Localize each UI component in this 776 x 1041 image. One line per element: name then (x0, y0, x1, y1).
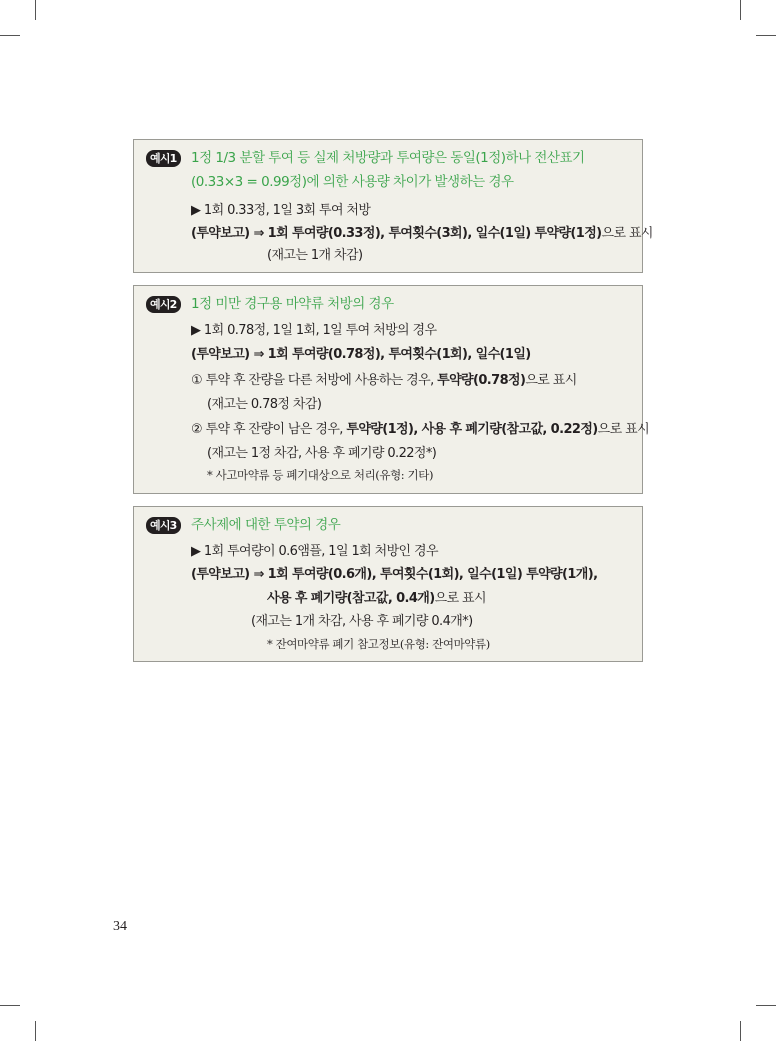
prescription-line: ▶ 1회 투여량이 0.6앰플, 1일 1회 처방인 경우 (191, 544, 438, 559)
case-1-pre: ① 투약 후 잔량을 다른 처방에 사용하는 경우, (191, 373, 438, 388)
example-heading: 주사제에 대한 투약의 경우 (191, 517, 341, 533)
crop-mark-top-right-h (756, 35, 776, 36)
page-number: 34 (113, 919, 127, 934)
example-heading-cont: (0.33×3 = 0.99정)에 의한 사용량 차이가 발생하는 경우 (191, 174, 514, 190)
report-line: (투약보고) ⇒ 1회 투여량(0.78정), 투여횟수(1회), 일수(1일) (191, 347, 531, 362)
report-line (191, 225, 653, 243)
disposal-bold: 사용 후 폐기량(참고값, 0.4개) (267, 591, 435, 606)
prescription-line: ▶ 1회 0.33정, 1일 3회 투여 처방 (191, 203, 371, 218)
prescription-line: ▶ 1회 0.78정, 1일 1회, 1일 투여 처방의 경우 (191, 323, 437, 338)
case-2-line (191, 421, 649, 439)
case-1-stock: (재고는 0.78정 차감) (207, 397, 322, 412)
example-badge: 예시3 (146, 517, 181, 534)
crop-mark-bottom-left-h (0, 1005, 20, 1006)
case-2-pre: ② 투약 후 잔량이 남은 경우, (191, 422, 347, 437)
example-box-2 (133, 285, 650, 494)
example-heading: 1정 미만 경구용 마약류 처방의 경우 (191, 296, 394, 312)
disposal-post: 으로 표시 (434, 591, 486, 606)
example-box-3 (133, 506, 643, 662)
crop-mark-bottom-right-v (740, 1021, 741, 1041)
example-badge: 예시2 (146, 296, 181, 313)
stock-line: (재고는 1개 차감, 사용 후 폐기량 0.4개*) (251, 614, 473, 629)
example-heading: 1정 1/3 분할 투여 등 실제 처방량과 투여량은 동일(1정)하나 전산표기 (191, 150, 585, 166)
footnote: * 사고마약류 등 폐기대상으로 처리(유형: 기타) (207, 468, 434, 482)
report-bold: (투약보고) ⇒ 1회 투여량(0.33정), 투여횟수(3회), 일수(1일) 투약량(1정) (191, 226, 602, 241)
report-line-cont (267, 590, 486, 608)
crop-mark-bottom-right-h (756, 1005, 776, 1006)
case-2-post: 으로 표시 (597, 422, 650, 437)
crop-mark-top-left-v (35, 0, 36, 20)
case-1-bold: 투약량(0.78정) (437, 373, 526, 388)
case-1-post: 으로 표시 (525, 373, 577, 388)
example-box-1 (133, 139, 653, 273)
crop-mark-top-right-v (740, 0, 741, 20)
report-line: (투약보고) ⇒ 1회 투여량(0.6개), 투여횟수(1회), 일수(1일) 투약량(1개), (191, 567, 598, 582)
footnote: * 잔여마약류 폐기 참고정보(유형: 잔여마약류) (267, 637, 490, 651)
report-tail: 으로 표시 (601, 226, 653, 241)
case-2-bold: 투약량(1정), 사용 후 폐기량(참고값, 0.22정) (346, 422, 598, 437)
crop-mark-top-left-h (0, 35, 20, 36)
case-2-stock: (재고는 1정 차감, 사용 후 폐기량 0.22정*) (207, 446, 437, 461)
stock-line: (재고는 1개 차감) (267, 248, 363, 263)
example-badge: 예시1 (146, 150, 181, 167)
case-1-line (191, 372, 577, 390)
crop-mark-bottom-left-v (35, 1021, 36, 1041)
